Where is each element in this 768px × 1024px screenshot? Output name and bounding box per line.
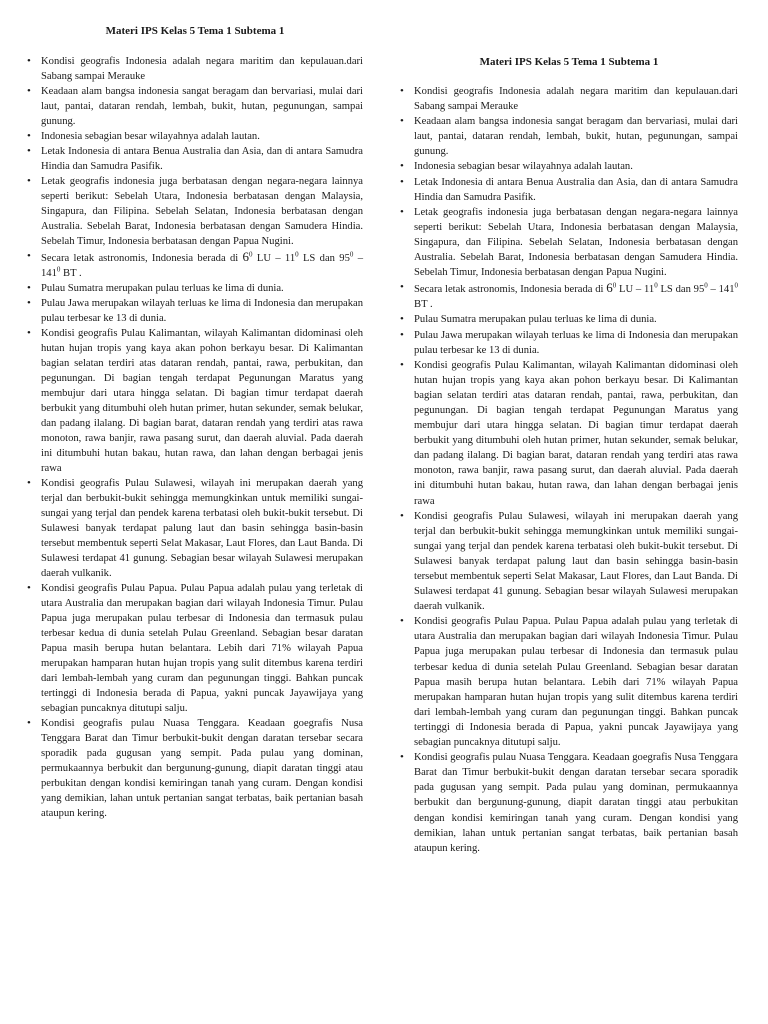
list-item: • Kondisi geografis Pulau Papua. Pulau Papua adalah pulau yang terletak di utara Australia dan merupakan bagian dari wilayah Indonesia Timur. Pulau Papua juga merupakan pulau terbesar di Indonesia dan termasuk pulau terbesar kedua di dunia setelah Pulau Greenland. Sebagian besar daratan Papua masih berupa hutan belantara. Lebih dari 71% wilayah Papua merupakan hamparan hutan hujan tropis yang sulit ditembus karena terdiri dari lembah-lembah yang curam dan pegunungan tinggi. Bahkan puncak tertinggi di Indonesia berada di Papua, yakni puncak Jayawijaya yang sebagian puncaknya ditutupi salju. [27,581,363,716]
list-item-text: BT . [60,268,82,279]
list-item: • Kondisi geografis Pulau Papua. Pulau Papua adalah pulau yang terletak di utara Australia dan merupakan bagian dari wilayah Indonesia Timur. Pulau Papua juga merupakan pulau terbesar di Indonesia dan termasuk pulau terbesar kedua di dunia setelah Pulau Greenland. Sebagian besar daratan Papua masih berupa hutan belantara. Lebih dari 71% wilayah Papua merupakan hamparan hutan hujan tropis yang sulit ditembus karena terdiri dari lembah-lembah yang curam dan pegunungan tinggi. Bahkan puncak tertinggi di Indonesia berada di Papua, yakni puncak Jayawijaya yang sebagian puncaknya ditutupi salju. [400,614,738,750]
list-item: • Kondisi geografis pulau Nuasa Tenggara. Keadaan goegrafis Nusa Tenggara Barat dan Timur berbukit-bukit dengan daratan tersebar secara sporadik pada gugusan yang sempit. Pada pulau yang dominan, permukaannya berbukit dan bergunung-gunung, diapit daratan tinggi atau perbukitan dengan kondisi kemiringan tanah yang curam. Dengan kondisi yang demikian, lahan untuk pertanian sangat terbatas, baik pertanian basah ataupun kering. [400,750,738,856]
list-item: • Letak Indonesia di antara Benua Australia dan Asia, dan di antara Samudra Hindia dan Samudra Pasifik. [400,175,738,205]
list-item-text: BT . [414,299,433,311]
list-item: • Pulau Jawa merupakan wilayah terluas ke lima di Indonesia dan merupakan pulau terbesar ke 13 di dunia. [400,328,738,358]
degree-superscript: 0 [612,281,617,290]
list-item: • Letak geografis indonesia juga berbatasan dengan negara-negara lainnya seperti berikut: Sebelah Utara, Indonesia berbatasan dengan Malaysia, Singapura, dan Filipina. Sebelah Selatan, Indonesia berbatasan dengan Australia. Sebelah Barat, Indonesia berbatasan dengan Samudera Hindia. Sebelah Timur, Indonesia berbatasan dengan Papua Nugini. [27,174,363,249]
degree-superscript: 0 [654,281,658,290]
list-item-text: – 141 [707,284,735,296]
degree-superscript: 0 [704,281,708,290]
list-item: • Pulau Sumatra merupakan pulau terluas ke lima di dunia. [27,281,363,296]
list-item: • Kondisi geografis pulau Nuasa Tenggara. Keadaan goegrafis Nusa Tenggara Barat dan Timur berbukit-bukit dengan daratan tersebar secara sporadik pada gugusan yang sempit. Pada pulau yang dominan, permukaannya berbukit dan bergunung-gunung, diapit daratan tinggi atau perbukitan dengan kondisi kemiringan tanah yang curam. Dengan kondisi yang demikian, lahan untuk pertanian sangat terbatas, baik pertanian basah ataupun kering. [27,716,363,821]
document-column-right [400,55,738,856]
degree-superscript: 0 [249,250,253,259]
document-title: Materi IPS Kelas 5 Tema 1 Subtema 1 [479,56,659,68]
list-item: • Indonesia sebagian besar wilayahnya adalah lautan. [400,159,738,174]
list-item-text: Secara letak astronomis, Indonesia berada di [414,284,607,296]
list-item: • Kondisi geografis Indonesia adalah negara maritim dan kepulauan.dari Sabang sampai Merauke [400,84,738,114]
degree-superscript: 0 [56,265,61,274]
bullet-list [400,84,738,856]
list-item-text: – 141 [41,253,363,279]
bullet-list [27,54,363,821]
list-item: • Kondisi geografis Pulau Kalimantan, wilayah Kalimantan didominasi oleh hutan hujan tropis yang kaya akan pohon berkayu besar. Di Kalimantan bagian selatan terdiri atas dataran rendah, pantai, rawa, perbukitan, dan pegunungan. Di bagian tengah terdapat Pegunungan Maratus yang membujur dari utara hingga selatan. Di bagian timur terdapat daerah berbukit yang ditumbuhi oleh hutan primer, hutan sekunder, semak belukar, dan padang ilalang. Di bagian barat, dataran rendah yang terdiri atas rawa monoton, rawa banjir, rawa pasang surut, dan daerah aluvial. Pada daerah ini ditumbuhi hutan bakau, hutan rawa, dan lahan dengan berbagai jenis rawa [400,358,738,509]
degree-superscript: 0 [734,281,738,290]
latitude-value: 6 [242,249,250,264]
list-item-text: LS dan 95 [298,253,350,264]
latitude-value: 6 [606,280,613,296]
list-item: • Pulau Sumatra merupakan pulau terluas ke lima di dunia. [400,312,738,327]
list-item: • Kondisi geografis Pulau Sulawesi, wilayah ini merupakan daerah yang terjal dan berbukit-bukit sehingga memungkinkan untuk memiliki sungai-sungai yang terjal dan pendek karena terbatasi oleh bukit-bukit tersebut. Di Sulawesi banyak terdapat palung laut dan basin sehingga basin-basin tersebut membentuk seperti Selat Makasar, Laut Flores, dan Laut Banda. Di Sulawesi terdapat 41 gunung. Sebagian besar wilayah Sulawesi merupakan daerah vulkanik. [400,509,738,615]
list-item [400,280,738,312]
list-item: • Keadaan alam bangsa indonesia sangat beragam dan bervariasi, mulai dari laut, pantai, dataran rendah, lembah, bukit, hutan, pegunungan, sampai gunung. [27,84,363,129]
list-item: • Kondisi geografis Indonesia adalah negara maritim dan kepulauan.dari Sabang sampai Merauke [27,54,363,84]
list-item: • Pulau Jawa merupakan wilayah terluas ke lima di Indonesia dan merupakan pulau terbesar ke 13 di dunia. [27,296,363,326]
list-item: • Indonesia sebagian besar wilayahnya adalah lautan. [27,129,363,144]
list-item-text: Secara letak astronomis, Indonesia berada di [41,253,243,264]
document-title: Materi IPS Kelas 5 Tema 1 Subtema 1 [105,25,285,37]
list-item: • Kondisi geografis Pulau Kalimantan, wilayah Kalimantan didominasi oleh hutan hujan tropis yang kaya akan pohon berkayu besar. Di Kalimantan bagian selatan terdiri atas dataran rendah, pantai, rawa, perbukitan, dan pegunungan. Di bagian tengah terdapat Pegunungan Maratus yang membujur dari utara hingga selatan. Di bagian timur terdapat daerah berbukit yang ditumbuhi oleh hutan primer, hutan sekunder, semak belukar, dan padang ilalang. Di bagian barat, dataran rendah yang terdiri atas rawa monoton, rawa banjir, rawa pasang surut, dan daerah aluvial. Pada daerah ini ditumbuhi hutan bakau, hutan rawa, dan lahan dengan berbagai jenis rawa [27,326,363,476]
list-item-text: LS dan 95 [657,284,705,296]
list-item-text: LU – 11 [616,284,655,296]
list-item-text: LU – 11 [252,253,296,264]
list-item: • Letak geografis indonesia juga berbatasan dengan negara-negara lainnya seperti berikut: Sebelah Utara, Indonesia berbatasan dengan Malaysia, Singapura, dan Filipina. Sebelah Selatan, Indonesia berbatasan dengan Australia. Sebelah Barat, Indonesia berbatasan dengan Samudera Hindia. Sebelah Timur, Indonesia berbatasan dengan Papua Nugini. [400,205,738,280]
list-item [27,249,363,281]
list-item: • Kondisi geografis Pulau Sulawesi, wilayah ini merupakan daerah yang terjal dan berbukit-bukit sehingga memungkinkan untuk memiliki sungai-sungai yang terjal dan pendek karena terbatasi oleh bukit-bukit tersebut. Di Sulawesi banyak terdapat palung laut dan basin sehingga basin-basin tersebut membentuk seperti Selat Makasar, Laut Flores, dan Laut Banda. Di Sulawesi terdapat 41 gunung. Sebagian besar wilayah Sulawesi merupakan daerah vulkanik. [27,476,363,581]
degree-superscript: 0 [295,250,299,259]
list-item: • Keadaan alam bangsa indonesia sangat beragam dan bervariasi, mulai dari laut, pantai, dataran rendah, lembah, bukit, hutan, pegunungan, sampai gunung. [400,114,738,159]
degree-superscript: 0 [349,250,354,259]
document-column-left [27,24,363,821]
list-item: • Letak Indonesia di antara Benua Australia dan Asia, dan di antara Samudra Hindia dan Samudra Pasifik. [27,144,363,174]
